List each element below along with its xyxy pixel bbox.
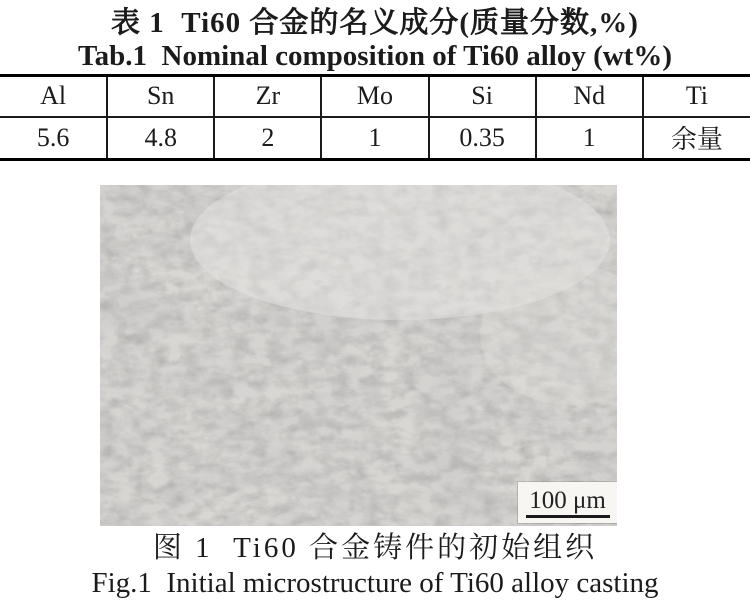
micrograph-image <box>100 185 617 526</box>
value-cell-nd: 1 <box>536 117 643 160</box>
scale-label: 100 μm <box>529 486 606 514</box>
table-value-row <box>0 117 750 160</box>
table-title-zh: 表 1 Ti60 合金的名义成分(质量分数,%) <box>111 7 639 39</box>
figure-caption-zh: 图 1 Ti60 合金铸件的初始组织 <box>152 532 598 564</box>
composition-table <box>0 74 750 161</box>
header-cell-al: Al <box>40 81 67 111</box>
micrograph-texture <box>100 185 617 526</box>
value-cell-mo: 1 <box>321 117 428 160</box>
value-cell-sn: 4.8 <box>107 117 214 160</box>
header-cell-si: Si <box>429 76 536 117</box>
scale-bar-line <box>526 515 610 518</box>
composition-table-header <box>0 76 750 117</box>
scale-bar <box>518 482 617 523</box>
table-header-row <box>0 76 750 117</box>
table-title-en: Tab.1 Nominal composition of Ti60 alloy (wt%) <box>77 40 673 72</box>
value-cell-al: 5.6 <box>36 122 70 152</box>
composition-table-body <box>0 117 750 160</box>
header-cell-mo: Mo <box>321 76 428 117</box>
value-cell-si: 0.35 <box>429 117 536 160</box>
value-cell-ti: 余量 <box>643 117 750 160</box>
header-cell-zr: Zr <box>214 76 321 117</box>
header-cell-ti: Ti <box>643 76 750 117</box>
header-cell-nd: Nd <box>536 76 643 117</box>
figure-caption-en: Fig.1 Initial microstructure of Ti60 alloy casting <box>91 567 659 599</box>
header-cell-sn: Sn <box>107 76 214 117</box>
value-cell-zr: 2 <box>214 117 321 160</box>
figure-1 <box>100 185 617 526</box>
